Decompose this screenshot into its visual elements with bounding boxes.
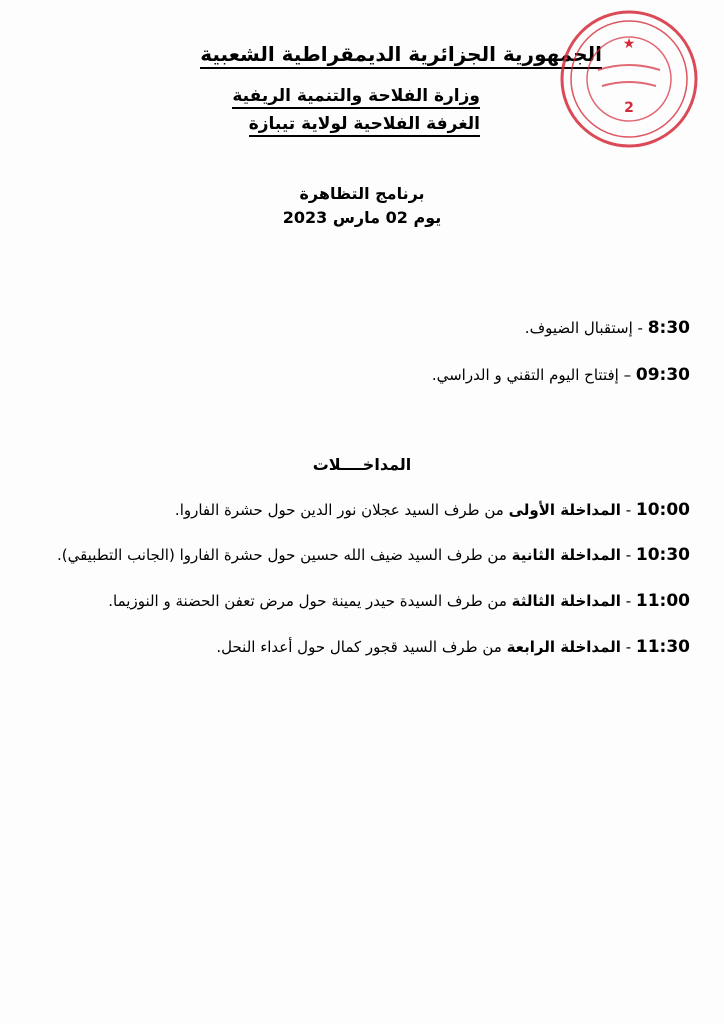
stamp-number: 2 [624, 100, 634, 116]
intervention-item: 10:00 - المداخلة الأولى من طرف السيد عجلان نور الدين حول حشرة الفاروا. [174, 500, 690, 520]
intervention-time: 11:00 [635, 591, 690, 611]
intervention-text: من طرف السيد ضيف الله حسين حول حشرة الفاروا (الجانب التطبيقي). [56, 546, 512, 564]
schedule-time: 8:30 [647, 318, 690, 338]
republic-heading: الجمهورية الجزائرية الديمقراطية الشعبية [200, 42, 602, 69]
intervention-label: المداخلة الأولى [508, 501, 621, 519]
intervention-time: 11:30 [635, 637, 690, 657]
intervention-text: من طرف السيد قجور كمال حول أعداء النحل. [216, 638, 507, 656]
ministry-heading: وزارة الفلاحة والتنمية الريفية [232, 86, 480, 109]
intervention-item: 11:00 - المداخلة الثالثة من طرف السيدة حيدر يمينة حول مرض تعفن الحضنة و النوزيما. [108, 591, 690, 611]
schedule-text: إستقبال الضيوف. [524, 319, 633, 337]
interventions-heading: المداخــــلات [312, 455, 412, 474]
program-title: برنامج التظاهرة [299, 184, 425, 203]
chamber-heading: الغرفة الفلاحية لولاية تيبازة [249, 114, 480, 137]
official-stamp [558, 8, 700, 150]
intervention-label: المداخلة الثالثة [511, 592, 621, 610]
program-date: يوم 02 مارس 2023 [282, 208, 442, 227]
intervention-text: من طرف السيدة حيدر يمينة حول مرض تعفن الحضنة و النوزيما. [108, 592, 512, 610]
intervention-label: المداخلة الرابعة [506, 638, 621, 656]
intervention-text: من طرف السيد عجلان نور الدين حول حشرة الفاروا. [174, 501, 509, 519]
intervention-item: 11:30 - المداخلة الرابعة من طرف السيد قجور كمال حول أعداء النحل. [216, 637, 690, 657]
schedule-time: 09:30 [635, 365, 690, 385]
schedule-item: 09:30 – إفتتاح اليوم التقني و الدراسي. [431, 365, 690, 385]
schedule-item: 8:30 - إستقبال الضيوف. [524, 318, 690, 338]
intervention-time: 10:30 [635, 545, 690, 565]
intervention-item: 10:30 - المداخلة الثانية من طرف السيد ضيف الله حسين حول حشرة الفاروا (الجانب التطبيقي). [56, 545, 690, 565]
svg-text:★: ★ [622, 36, 636, 52]
intervention-time: 10:00 [635, 500, 690, 520]
intervention-label: المداخلة الثانية [511, 546, 621, 564]
schedule-text: إفتتاح اليوم التقني و الدراسي. [431, 366, 619, 384]
